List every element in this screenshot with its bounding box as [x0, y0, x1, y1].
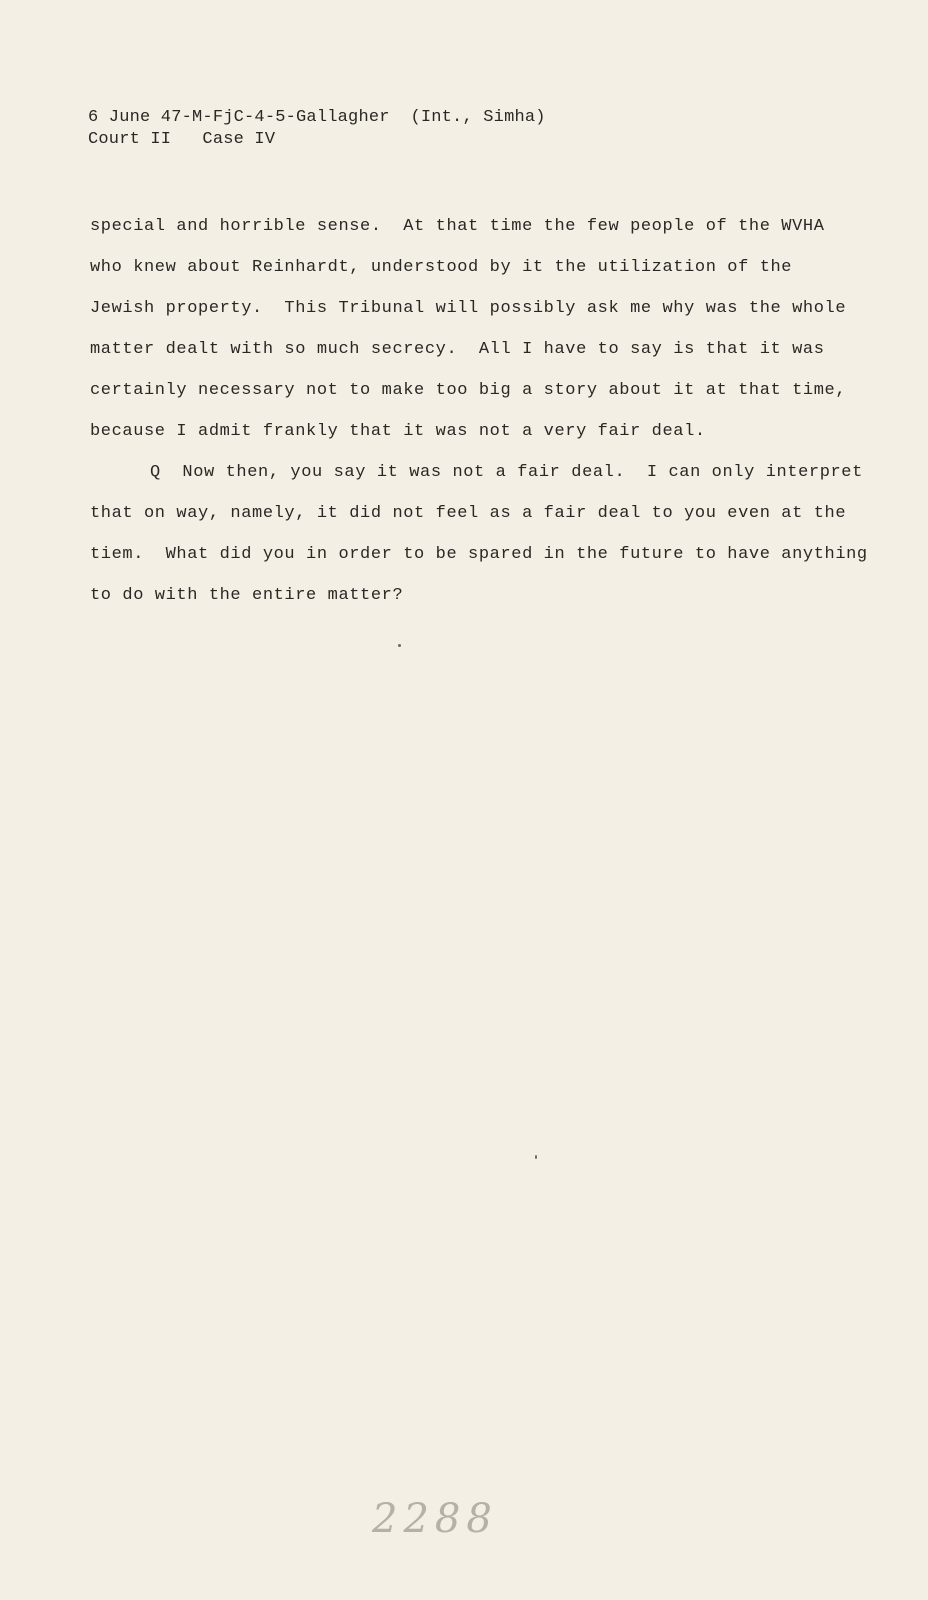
- transcript-line: Jewish property. This Tribunal will possibly ask me why was the whole: [90, 299, 847, 318]
- transcript-line: to do with the entire matter?: [90, 586, 404, 605]
- transcript-line: special and horrible sense. At that time the few people of the WVHA: [90, 217, 825, 236]
- transcript-line: matter dealt with so much secrecy. All I have to say is that it was: [90, 340, 825, 359]
- transcript-line: certainly necessary not to make too big a story about it at that time,: [90, 381, 847, 400]
- transcript-line: because I admit frankly that it was not a very fair deal.: [90, 422, 706, 441]
- paper-speck: [398, 644, 401, 647]
- transcript-body: [90, 206, 868, 616]
- handwritten-page-number: 2288: [372, 1496, 498, 1542]
- paper-speck: [535, 1155, 537, 1159]
- transcript-line: who knew about Reinhardt, understood by it the utilization of the: [90, 258, 793, 277]
- question-line: Q Now then, you say it was not a fair deal. I can only interpret: [150, 463, 863, 482]
- document-header: [88, 107, 546, 151]
- header-line-date-reference: 6 June 47-M-FjC-4-5-Gallagher (Int., Simha): [88, 108, 546, 127]
- transcript-line: that on way, namely, it did not feel as a fair deal to you even at the: [90, 504, 847, 523]
- header-line-court-case: Court II Case IV: [88, 130, 276, 149]
- transcript-line: tiem. What did you in order to be spared in the future to have anything: [90, 545, 868, 564]
